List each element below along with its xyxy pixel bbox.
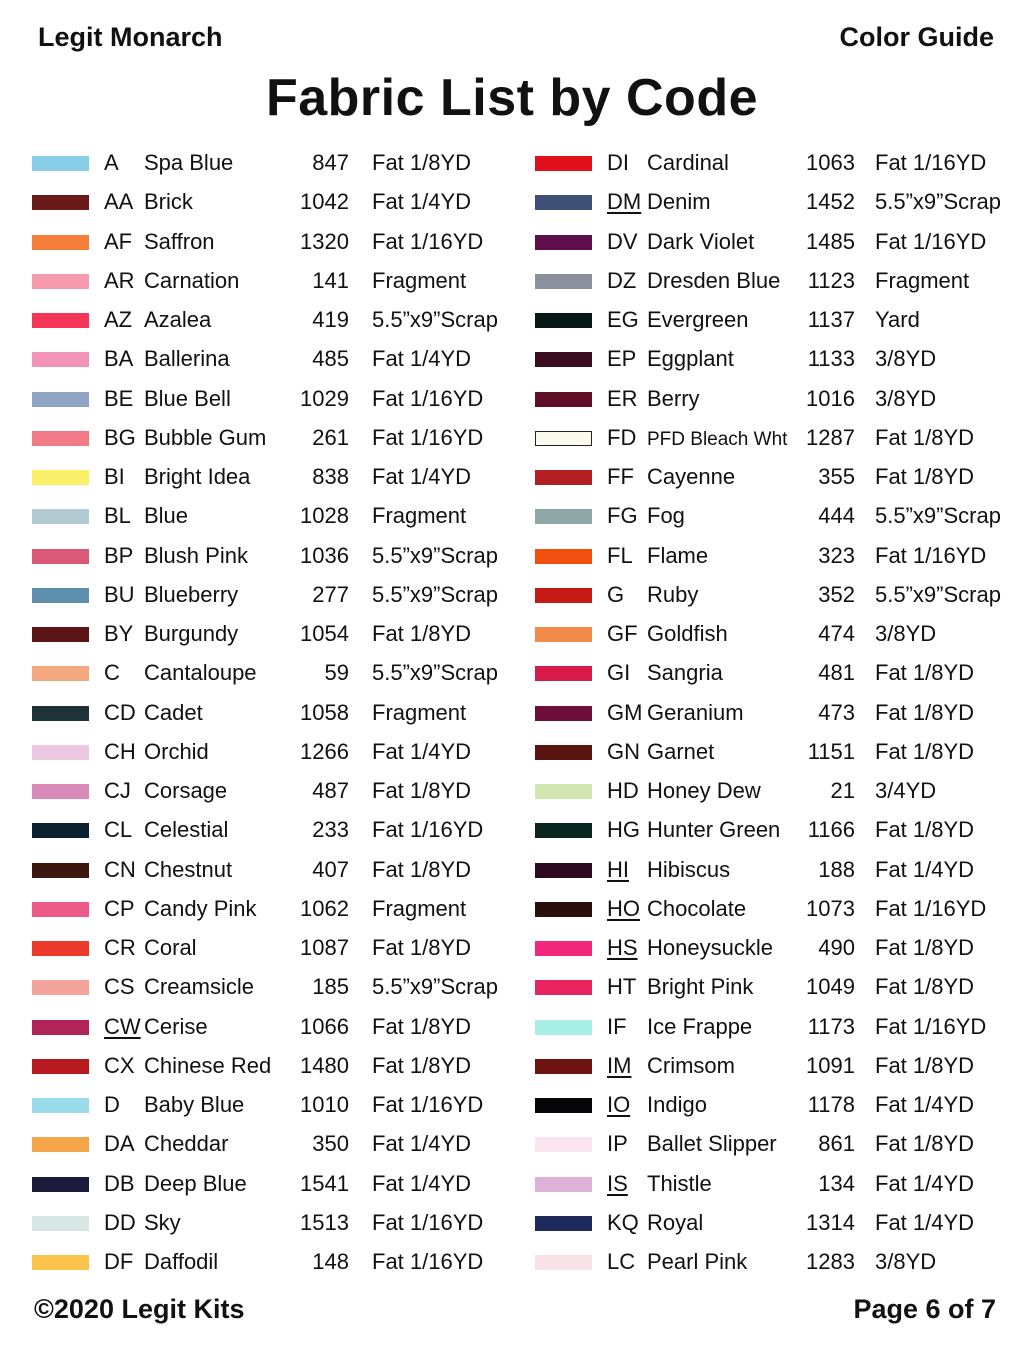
color-swatch bbox=[535, 352, 592, 367]
color-swatch bbox=[535, 549, 592, 564]
fabric-code: HO bbox=[607, 895, 640, 921]
fabric-code: BY bbox=[104, 621, 134, 646]
fabric-number: 1137 bbox=[807, 307, 855, 332]
fabric-name: Chinese Red bbox=[144, 1052, 272, 1078]
fabric-number: 350 bbox=[312, 1131, 349, 1157]
fabric-name: PFD Bleach Wht bbox=[647, 428, 788, 450]
fabric-code: CP bbox=[104, 895, 135, 921]
fabric-cut: 5.5”x9”Scrap bbox=[875, 189, 1001, 215]
color-swatch bbox=[32, 313, 89, 328]
fabric-name: Creamsicle bbox=[144, 974, 255, 1000]
fabric-number: 1485 bbox=[806, 228, 855, 254]
fabric-code: CN bbox=[104, 856, 136, 882]
fabric-name: Honeysuckle bbox=[647, 935, 773, 960]
fabric-name: Chestnut bbox=[144, 856, 233, 882]
fabric-cut: Fat 1/16YD bbox=[372, 424, 484, 450]
fabric-name: Cheddar bbox=[144, 1131, 229, 1157]
fabric-number: 1287 bbox=[806, 424, 855, 450]
fabric-number: 474 bbox=[818, 621, 855, 646]
fabric-number: 1091 bbox=[806, 1052, 855, 1078]
fabric-code: GM bbox=[607, 699, 643, 725]
fabric-code: EP bbox=[607, 346, 637, 372]
fabric-cut: Fat 1/16YD bbox=[372, 817, 484, 843]
fabric-name: Bright Idea bbox=[144, 464, 251, 489]
fabric-code: A bbox=[104, 150, 119, 175]
fabric-code: DI bbox=[607, 150, 629, 175]
fabric-number: 861 bbox=[818, 1131, 855, 1157]
fabric-cut: 5.5”x9”Scrap bbox=[372, 974, 498, 1000]
fabric-name: Bubble Gum bbox=[144, 424, 267, 450]
fabric-number: 1073 bbox=[806, 895, 855, 921]
fabric-number: 444 bbox=[818, 503, 855, 529]
fabric-cut: 3/8YD bbox=[875, 1249, 937, 1274]
color-swatch bbox=[32, 823, 89, 838]
fabric-code: BG bbox=[104, 424, 136, 450]
fabric-code: FL bbox=[607, 542, 633, 568]
fabric-cut: Fat 1/8YD bbox=[875, 699, 975, 725]
fabric-code: CL bbox=[104, 817, 133, 843]
fabric-name: Carnation bbox=[144, 267, 240, 293]
fabric-code: DA bbox=[104, 1131, 135, 1157]
fabric-code: CS bbox=[104, 974, 135, 1000]
color-swatch bbox=[32, 195, 89, 210]
fabric-cut: Fat 1/4YD bbox=[372, 1170, 472, 1196]
fabric-code: G bbox=[607, 581, 625, 607]
fabric-cut: Fragment bbox=[372, 503, 467, 529]
fabric-cut: Fat 1/4YD bbox=[372, 189, 472, 215]
fabric-code: CW bbox=[104, 1013, 141, 1039]
fabric-code: AF bbox=[104, 228, 133, 254]
fabric-code: GI bbox=[607, 660, 631, 686]
color-swatch bbox=[32, 588, 89, 603]
fabric-name: Berry bbox=[647, 385, 700, 411]
color-swatch bbox=[535, 195, 592, 210]
fabric-cut: Fat 1/4YD bbox=[875, 1170, 975, 1196]
fabric-cut: Fat 1/16YD bbox=[875, 150, 987, 175]
fabric-code: BU bbox=[104, 581, 135, 607]
color-swatch bbox=[535, 666, 592, 681]
fabric-name: Daffodil bbox=[144, 1249, 219, 1274]
page-number: Page 6 of 7 bbox=[853, 1294, 996, 1324]
fabric-number: 485 bbox=[312, 346, 349, 372]
color-swatch bbox=[535, 823, 592, 838]
fabric-cut: Fat 1/4YD bbox=[875, 856, 975, 882]
fabric-cut: Fat 1/8YD bbox=[372, 935, 472, 960]
fabric-name: Baby Blue bbox=[144, 1092, 245, 1117]
color-swatch bbox=[535, 980, 592, 995]
fabric-number: 1173 bbox=[807, 1013, 855, 1039]
fabric-name: Corsage bbox=[144, 778, 228, 803]
fabric-name: Cayenne bbox=[647, 464, 736, 489]
fabric-name: Sangria bbox=[647, 660, 723, 686]
color-swatch bbox=[535, 863, 592, 878]
fabric-code: IF bbox=[607, 1013, 627, 1039]
fabric-name: Orchid bbox=[144, 738, 209, 764]
color-swatch bbox=[32, 1177, 89, 1192]
fabric-name: Geranium bbox=[647, 699, 744, 725]
fabric-number: 419 bbox=[312, 307, 349, 332]
color-swatch bbox=[535, 392, 592, 407]
color-swatch bbox=[32, 431, 89, 446]
color-swatch bbox=[535, 1255, 592, 1270]
fabric-number: 487 bbox=[312, 778, 349, 803]
fabric-code: GF bbox=[607, 621, 638, 646]
fabric-cut: Fat 1/8YD bbox=[875, 1131, 975, 1157]
color-swatch bbox=[535, 274, 592, 289]
fabric-number: 1283 bbox=[806, 1249, 855, 1274]
color-swatch bbox=[535, 235, 592, 250]
fabric-cut: Fat 1/8YD bbox=[875, 464, 975, 489]
fabric-name: Blush Pink bbox=[144, 542, 248, 568]
fabric-name: Garnet bbox=[647, 738, 715, 764]
fabric-code: BP bbox=[104, 542, 134, 568]
color-swatch bbox=[32, 1020, 89, 1035]
fabric-cut: Fat 1/8YD bbox=[875, 974, 975, 1000]
fabric-cut: Yard bbox=[875, 307, 920, 332]
color-swatch bbox=[32, 863, 89, 878]
fabric-name: Candy Pink bbox=[144, 895, 257, 921]
color-swatch bbox=[32, 352, 89, 367]
fabric-name: Indigo bbox=[647, 1092, 707, 1117]
color-swatch bbox=[32, 784, 89, 799]
fabric-name: Ballet Slipper bbox=[647, 1131, 777, 1157]
fabric-code: IP bbox=[607, 1131, 628, 1157]
fabric-code: FF bbox=[607, 464, 634, 489]
fabric-name: Brick bbox=[144, 189, 193, 215]
fabric-code: AZ bbox=[104, 307, 133, 332]
fabric-code: BE bbox=[104, 385, 134, 411]
fabric-cut: Fat 1/8YD bbox=[875, 738, 975, 764]
color-swatch bbox=[535, 470, 592, 485]
fabric-cut: Fat 1/8YD bbox=[372, 150, 472, 175]
fabric-name: Evergreen bbox=[647, 307, 749, 332]
fabric-code: IS bbox=[607, 1170, 628, 1196]
fabric-cut: Fat 1/8YD bbox=[372, 1052, 472, 1078]
color-swatch bbox=[32, 941, 89, 956]
fabric-number: 355 bbox=[818, 464, 855, 489]
fabric-name: Saffron bbox=[144, 228, 215, 254]
fabric-number: 1123 bbox=[807, 267, 855, 293]
fabric-cut: 5.5”x9”Scrap bbox=[372, 307, 498, 332]
fabric-cut: Fat 1/8YD bbox=[875, 1052, 975, 1078]
color-swatch bbox=[535, 941, 592, 956]
fabric-cut: Fragment bbox=[372, 267, 467, 293]
fabric-number: 277 bbox=[312, 581, 349, 607]
fabric-cut: Fat 1/16YD bbox=[372, 1209, 484, 1235]
fabric-number: 407 bbox=[312, 856, 349, 882]
fabric-name: Fog bbox=[647, 503, 685, 529]
fabric-name: Cardinal bbox=[647, 150, 729, 175]
color-swatch bbox=[535, 1137, 592, 1152]
fabric-code: HI bbox=[607, 856, 629, 882]
fabric-name: Hibiscus bbox=[647, 856, 731, 882]
page-title: Fabric List by Code bbox=[265, 69, 759, 127]
fabric-code: BI bbox=[104, 464, 125, 489]
color-swatch bbox=[32, 392, 89, 407]
fabric-code: HT bbox=[607, 974, 637, 1000]
color-swatch bbox=[32, 1216, 89, 1231]
fabric-name: Blueberry bbox=[144, 581, 239, 607]
fabric-name: Honey Dew bbox=[647, 778, 761, 803]
color-swatch bbox=[535, 156, 592, 171]
fabric-number: 1049 bbox=[806, 974, 855, 1000]
fabric-cut: 5.5”x9”Scrap bbox=[875, 503, 1001, 529]
color-swatch bbox=[535, 313, 592, 328]
color-swatch bbox=[535, 431, 592, 446]
fabric-number: 1480 bbox=[300, 1052, 349, 1078]
fabric-name: Coral bbox=[144, 935, 197, 960]
fabric-code: ER bbox=[607, 385, 638, 411]
fabric-name: Pearl Pink bbox=[647, 1249, 748, 1274]
fabric-name: Bright Pink bbox=[647, 974, 754, 1000]
color-swatch bbox=[32, 1059, 89, 1074]
fabric-name: Ruby bbox=[647, 581, 699, 607]
color-swatch bbox=[32, 274, 89, 289]
fabric-cut: Fat 1/8YD bbox=[372, 778, 472, 803]
fabric-name: Flame bbox=[647, 542, 709, 568]
fabric-cut: 3/8YD bbox=[875, 621, 937, 646]
fabric-code: CJ bbox=[104, 778, 131, 803]
fabric-cut: Fragment bbox=[875, 267, 970, 293]
fabric-cut: Fat 1/4YD bbox=[372, 738, 472, 764]
fabric-code: EG bbox=[607, 307, 639, 332]
color-swatch bbox=[535, 1098, 592, 1113]
color-swatch bbox=[32, 980, 89, 995]
fabric-number: 1314 bbox=[806, 1209, 855, 1235]
fabric-cut: Fat 1/4YD bbox=[372, 1131, 472, 1157]
fabric-code: DM bbox=[607, 189, 642, 215]
fabric-cut: Fat 1/4YD bbox=[875, 1209, 975, 1235]
color-swatch bbox=[32, 627, 89, 642]
fabric-number: 481 bbox=[818, 660, 855, 686]
fabric-cut: Fat 1/8YD bbox=[372, 1013, 472, 1039]
fabric-cut: 5.5”x9”Scrap bbox=[372, 542, 498, 568]
fabric-name: Azalea bbox=[144, 307, 212, 332]
fabric-cut: Fragment bbox=[372, 699, 467, 725]
guide-label: Color Guide bbox=[839, 22, 994, 52]
fabric-number: 1513 bbox=[300, 1209, 349, 1235]
fabric-number: 1087 bbox=[300, 935, 349, 960]
fabric-cut: Fat 1/8YD bbox=[372, 621, 472, 646]
fabric-cut: Fat 1/16YD bbox=[372, 1249, 484, 1274]
fabric-cut: Fragment bbox=[372, 895, 467, 921]
fabric-name: Ballerina bbox=[144, 346, 230, 372]
fabric-name: Cadet bbox=[144, 699, 203, 725]
fabric-name: Cerise bbox=[144, 1013, 208, 1039]
fabric-code: HG bbox=[607, 817, 640, 843]
fabric-number: 1016 bbox=[806, 385, 855, 411]
fabric-number: 148 bbox=[312, 1249, 349, 1274]
fabric-code: D bbox=[104, 1092, 120, 1117]
fabric-number: 490 bbox=[818, 935, 855, 960]
color-swatch bbox=[535, 1059, 592, 1074]
fabric-name: Spa Blue bbox=[144, 150, 234, 175]
fabric-number: 261 bbox=[312, 424, 349, 450]
fabric-number: 1054 bbox=[300, 621, 349, 646]
color-swatch bbox=[535, 1020, 592, 1035]
fabric-code: HD bbox=[607, 778, 639, 803]
fabric-code: LC bbox=[607, 1249, 636, 1274]
fabric-number: 1042 bbox=[300, 189, 349, 215]
color-swatch bbox=[535, 902, 592, 917]
color-swatch bbox=[32, 1255, 89, 1270]
fabric-name: Eggplant bbox=[647, 346, 734, 372]
fabric-code: DF bbox=[104, 1249, 134, 1274]
fabric-code: HS bbox=[607, 935, 638, 960]
color-swatch bbox=[32, 235, 89, 250]
fabric-name: Blue Bell bbox=[144, 385, 231, 411]
fabric-number: 323 bbox=[818, 542, 855, 568]
fabric-name: Blue bbox=[144, 503, 189, 529]
fabric-number: 1541 bbox=[300, 1170, 349, 1196]
fabric-cut: Fat 1/4YD bbox=[372, 346, 472, 372]
fabric-cut: 3/8YD bbox=[875, 346, 937, 372]
color-swatch bbox=[32, 156, 89, 171]
fabric-name: Burgundy bbox=[144, 621, 239, 646]
fabric-name: Thistle bbox=[647, 1170, 712, 1196]
fabric-code: DV bbox=[607, 228, 638, 254]
fabric-cut: Fat 1/16YD bbox=[875, 1013, 987, 1039]
fabric-cut: Fat 1/8YD bbox=[875, 935, 975, 960]
fabric-cut: Fat 1/8YD bbox=[875, 424, 975, 450]
color-swatch bbox=[535, 1216, 592, 1231]
fabric-code: CR bbox=[104, 935, 136, 960]
fabric-number: 185 bbox=[312, 974, 349, 1000]
brand-title: Legit Monarch bbox=[38, 22, 223, 52]
fabric-name: Ice Frappe bbox=[647, 1013, 753, 1039]
fabric-code: CX bbox=[104, 1052, 135, 1078]
fabric-number: 141 bbox=[312, 267, 349, 293]
fabric-code: CD bbox=[104, 699, 136, 725]
color-swatch bbox=[535, 627, 592, 642]
fabric-number: 352 bbox=[818, 581, 855, 607]
fabric-cut: Fat 1/8YD bbox=[875, 817, 975, 843]
color-swatch bbox=[535, 1177, 592, 1192]
fabric-cut: 5.5”x9”Scrap bbox=[372, 581, 498, 607]
fabric-number: 233 bbox=[312, 817, 349, 843]
fabric-number: 1320 bbox=[300, 228, 349, 254]
color-swatch bbox=[32, 470, 89, 485]
fabric-code: DD bbox=[104, 1209, 136, 1235]
fabric-name: Royal bbox=[647, 1209, 704, 1235]
color-swatch bbox=[32, 902, 89, 917]
color-swatch bbox=[535, 706, 592, 721]
fabric-number: 59 bbox=[324, 660, 349, 686]
color-swatch bbox=[32, 666, 89, 681]
fabric-code: BA bbox=[104, 346, 134, 372]
fabric-number: 1063 bbox=[806, 150, 855, 175]
fabric-number: 473 bbox=[818, 699, 855, 725]
fabric-cut: 5.5”x9”Scrap bbox=[875, 581, 1001, 607]
fabric-code: FD bbox=[607, 424, 637, 450]
fabric-code: BL bbox=[104, 503, 131, 529]
fabric-code: C bbox=[104, 660, 120, 686]
fabric-cut: Fat 1/16YD bbox=[372, 1092, 484, 1117]
fabric-cut: Fat 1/8YD bbox=[875, 660, 975, 686]
fabric-name: Hunter Green bbox=[647, 817, 781, 843]
fabric-code: DZ bbox=[607, 267, 637, 293]
fabric-name: Cantaloupe bbox=[144, 660, 257, 686]
fabric-code: GN bbox=[607, 738, 640, 764]
fabric-cut: Fat 1/4YD bbox=[372, 464, 472, 489]
color-swatch bbox=[535, 745, 592, 760]
fabric-code: AA bbox=[104, 189, 134, 215]
fabric-name: Dark Violet bbox=[647, 228, 755, 254]
fabric-cut: 3/8YD bbox=[875, 385, 937, 411]
fabric-number: 1029 bbox=[300, 385, 349, 411]
fabric-number: 21 bbox=[830, 778, 855, 803]
fabric-number: 1452 bbox=[806, 189, 855, 215]
color-swatch bbox=[535, 784, 592, 799]
fabric-name: Sky bbox=[144, 1209, 181, 1235]
copyright: ©2020 Legit Kits bbox=[34, 1294, 245, 1324]
fabric-number: 134 bbox=[818, 1170, 855, 1196]
fabric-code: IM bbox=[607, 1052, 632, 1078]
fabric-number: 1036 bbox=[300, 542, 349, 568]
fabric-name: Denim bbox=[647, 189, 711, 215]
fabric-cut: Fat 1/16YD bbox=[875, 542, 987, 568]
fabric-number: 847 bbox=[312, 150, 349, 175]
fabric-cut: 3/4YD bbox=[875, 778, 937, 803]
fabric-code: AR bbox=[104, 267, 135, 293]
fabric-name: Chocolate bbox=[647, 895, 747, 921]
color-swatch bbox=[32, 549, 89, 564]
fabric-number: 188 bbox=[818, 856, 855, 882]
color-swatch bbox=[535, 509, 592, 524]
fabric-code: CH bbox=[104, 738, 136, 764]
fabric-number: 1062 bbox=[300, 895, 349, 921]
color-swatch bbox=[32, 1137, 89, 1152]
fabric-code: IO bbox=[607, 1092, 631, 1117]
fabric-cut: Fat 1/16YD bbox=[372, 228, 484, 254]
fabric-name: Dresden Blue bbox=[647, 267, 781, 293]
color-swatch bbox=[32, 706, 89, 721]
fabric-number: 1151 bbox=[807, 738, 855, 764]
fabric-cut: Fat 1/16YD bbox=[875, 228, 987, 254]
fabric-number: 1028 bbox=[300, 503, 349, 529]
fabric-number: 1010 bbox=[300, 1092, 349, 1117]
fabric-cut: Fat 1/16YD bbox=[875, 895, 987, 921]
fabric-code: KQ bbox=[607, 1209, 639, 1235]
fabric-number: 1058 bbox=[300, 699, 349, 725]
fabric-number: 1266 bbox=[300, 738, 349, 764]
fabric-code: FG bbox=[607, 503, 638, 529]
fabric-number: 1066 bbox=[300, 1013, 349, 1039]
fabric-name: Goldfish bbox=[647, 621, 728, 646]
fabric-name: Deep Blue bbox=[144, 1170, 247, 1196]
fabric-code: DB bbox=[104, 1170, 135, 1196]
fabric-name: Celestial bbox=[144, 817, 229, 843]
fabric-number: 1166 bbox=[807, 817, 855, 843]
fabric-number: 838 bbox=[312, 464, 349, 489]
fabric-name: Crimsom bbox=[647, 1052, 735, 1078]
fabric-cut: Fat 1/4YD bbox=[875, 1092, 975, 1117]
color-swatch bbox=[535, 588, 592, 603]
fabric-cut: 5.5”x9”Scrap bbox=[372, 660, 498, 686]
color-swatch bbox=[32, 745, 89, 760]
fabric-cut: Fat 1/16YD bbox=[372, 385, 484, 411]
fabric-number: 1133 bbox=[807, 346, 855, 372]
fabric-cut: Fat 1/8YD bbox=[372, 856, 472, 882]
color-swatch bbox=[32, 1098, 89, 1113]
color-swatch bbox=[32, 509, 89, 524]
fabric-number: 1178 bbox=[807, 1092, 855, 1117]
